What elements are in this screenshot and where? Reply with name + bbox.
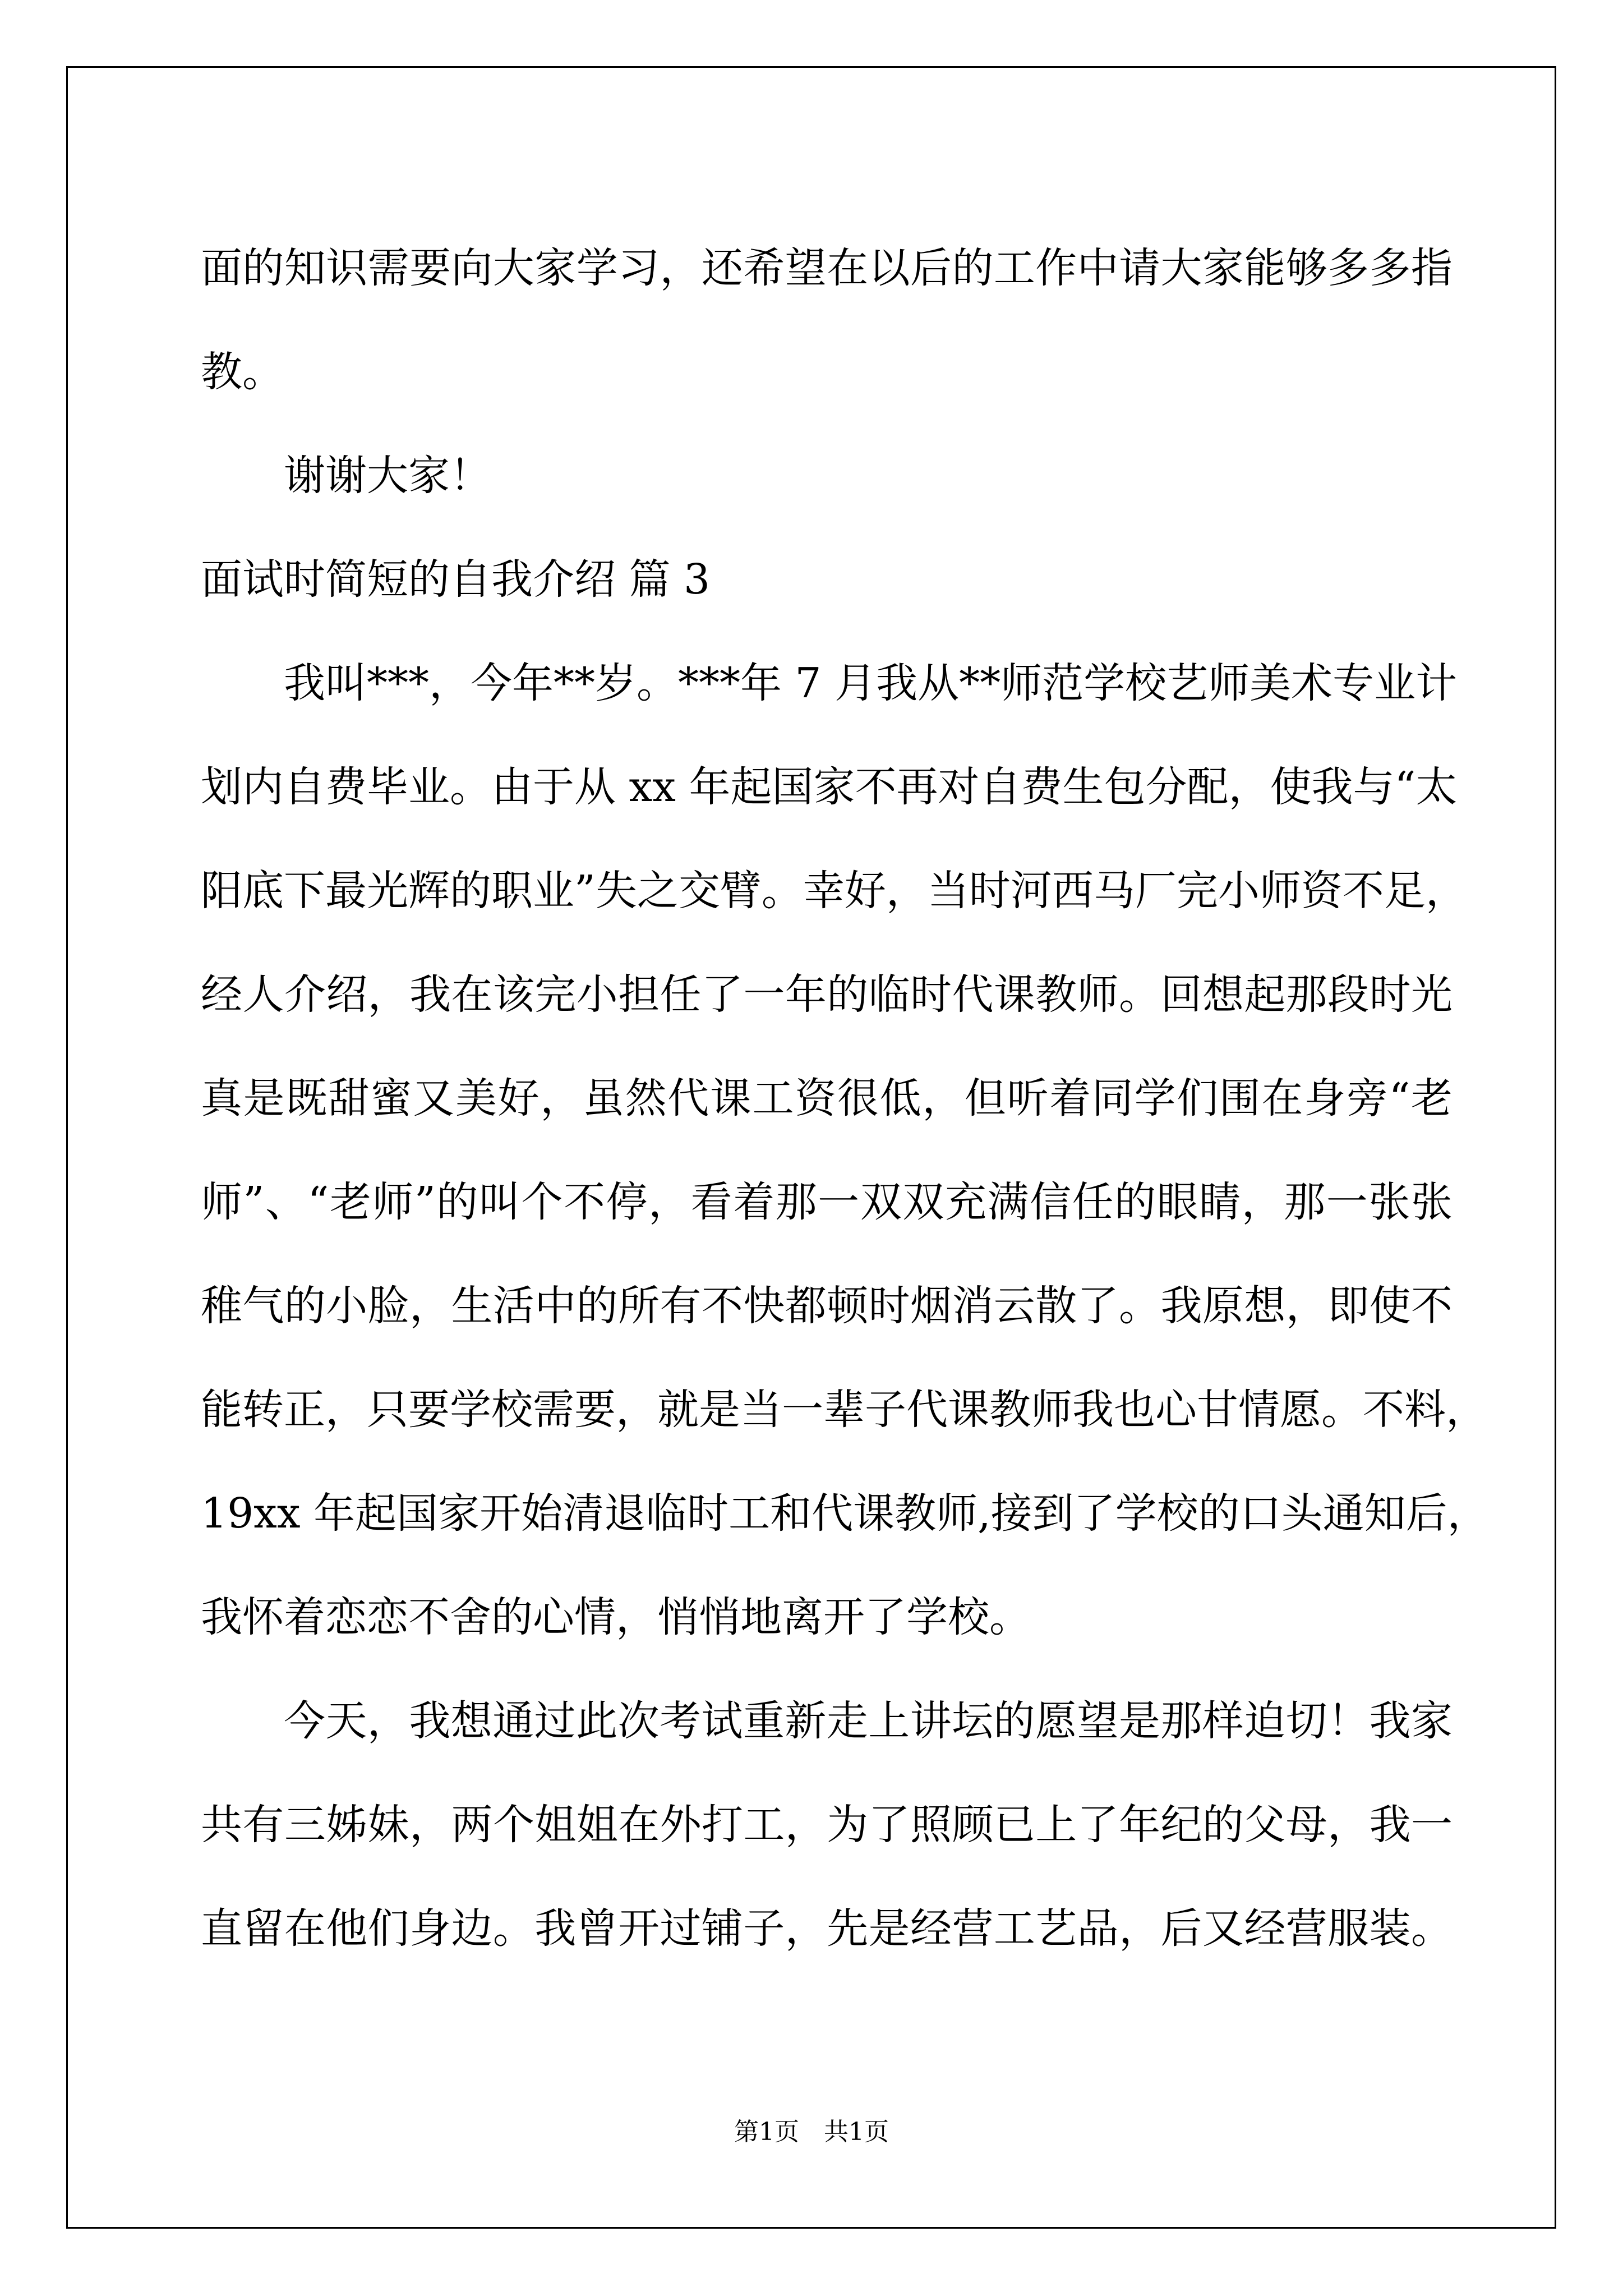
text-line: 我怀着恋恋不舍的心情，悄悄地离开了学校。 (201, 1593, 1031, 1641)
text-line: 谢谢大家！ (284, 452, 491, 500)
text-line: 稚气的小脸，生活中的所有不快都顿时烟消云散了。我原想，即使不 (201, 1282, 1453, 1330)
text-line: 经人介绍，我在该完小担任了一年的临时代课教师。回想起那段时光 (201, 970, 1453, 1019)
page-total: 共1页 (824, 2118, 889, 2146)
text-line: 面的知识需要向大家学习，还希望在以后的工作中请大家能够多多指 (201, 244, 1453, 292)
text-line: 教。 (201, 348, 284, 396)
text-line: 19xx 年起国家开始清退临时工和代课教师,接到了学校的口头通知后， (201, 1489, 1489, 1538)
text-line: 我叫***，今年**岁。***年 7 月我从**师范学校艺师美术专业计 (284, 659, 1458, 707)
text-line: 今天，我想通过此次考试重新走上讲坛的愿望是那样迫切！我家 (284, 1697, 1453, 1745)
text-line: 共有三姊妹，两个姐姐在外打工，为了照顾已上了年纪的父母，我一 (201, 1801, 1453, 1849)
text-line: 师”、“老师”的叫个不停，看着那一双双充满信任的眼睛，那一张张 (201, 1178, 1453, 1226)
text-line: 真是既甜蜜又美好，虽然代课工资很低，但听着同学们围在身旁“老 (201, 1074, 1453, 1122)
section-heading: 面试时简短的自我介绍 篇 3 (201, 555, 711, 604)
text-line: 划内自费毕业。由于从 xx 年起国家不再对自费生包分配，使我与“太 (201, 763, 1458, 811)
document-body (201, 217, 1489, 1981)
page-footer (0, 2115, 1623, 2149)
page-number: 第1页 (734, 2118, 799, 2146)
text-line: 能转正，只要学校需要，就是当一辈子代课教师我也心甘情愿。不料， (201, 1386, 1487, 1434)
text-line: 直留在他们身边。我曾开过铺子，先是经营工艺品，后又经营服装。 (201, 1904, 1453, 1953)
text-line: 阳底下最光辉的职业”失之交臂。幸好，当时河西马厂完小师资不足， (201, 867, 1467, 915)
